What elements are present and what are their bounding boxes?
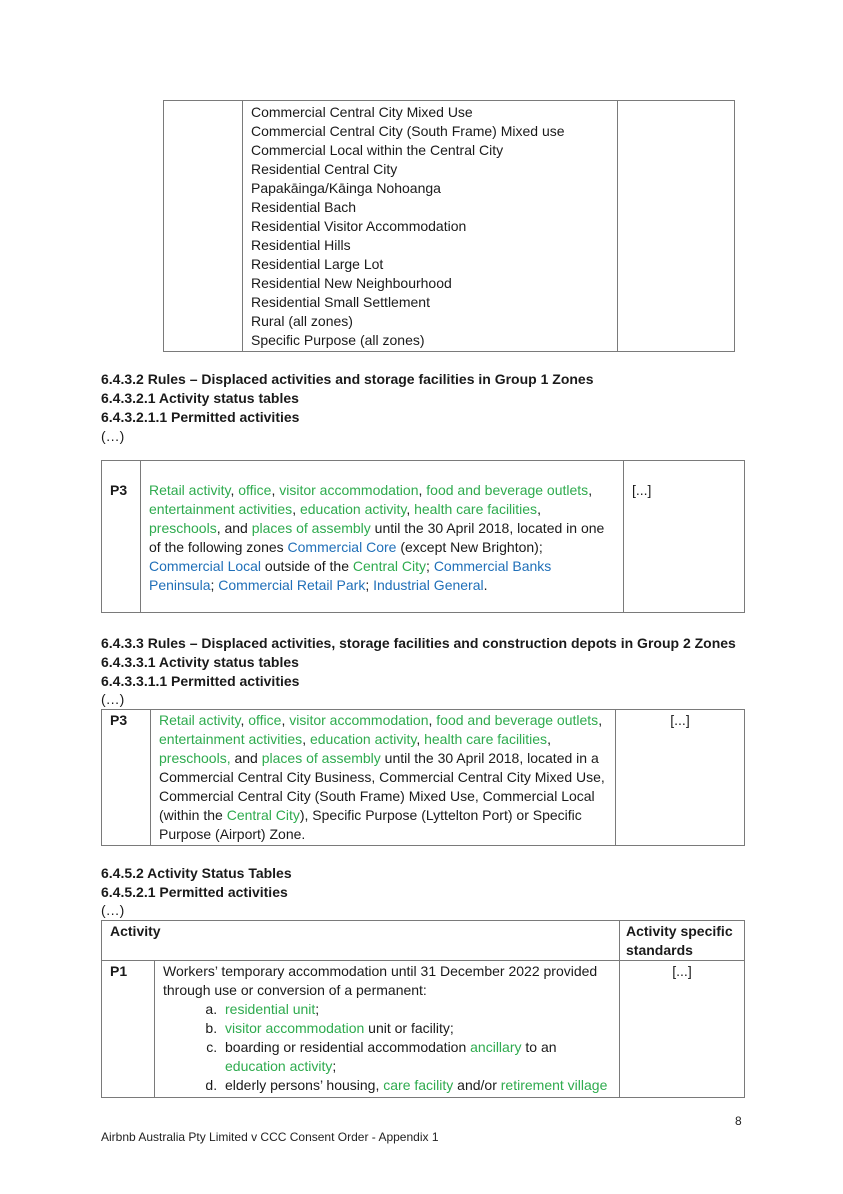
- text-run: ,: [406, 501, 415, 517]
- defined-term: Central City: [226, 807, 300, 823]
- section1-heading-3: 6.4.3.2.1.1 Permitted activities: [101, 409, 300, 425]
- defined-term: office: [238, 482, 272, 498]
- text-run: boarding or residential accommodation: [225, 1039, 471, 1055]
- table-header-row: [102, 921, 745, 961]
- text-run: unit or facility;: [364, 1020, 454, 1036]
- text-run: outside of the: [261, 558, 353, 574]
- text-run: to an: [521, 1039, 557, 1055]
- header-activity: Activity: [102, 921, 620, 961]
- section3-table: [101, 920, 745, 1098]
- defined-term: Commercial Retail Park: [218, 577, 366, 593]
- section1-rule-code: P3: [102, 461, 141, 613]
- defined-term: residential unit: [225, 1001, 316, 1017]
- list-item: [221, 1076, 611, 1095]
- list-item: Residential Small Settlement: [251, 294, 430, 310]
- footer-text: Airbnb Australia Pty Limited v CCC Consent Order - Appendix 1: [101, 1130, 439, 1144]
- defined-term: food and beverage outlets: [436, 712, 599, 728]
- text-run: ;: [332, 1058, 337, 1074]
- section1-ellipsis: (…): [101, 428, 125, 444]
- header-activity-standards: Activity specific standards: [620, 921, 745, 961]
- list-item: Specific Purpose (all zones): [251, 332, 425, 348]
- list-item: Commercial Central City Mixed Use: [251, 104, 473, 120]
- zone-table-empty-left: [164, 101, 243, 352]
- list-item: Papakāinga/Kāinga Nohoanga: [251, 180, 441, 196]
- section1-rule-text: [141, 461, 624, 613]
- section1-table: [101, 460, 745, 613]
- list-item: Residential Bach: [251, 199, 357, 215]
- section3-rule-intro: Workers’ temporary accommodation until 31 December 2022 provided through use or conversion of a permanent:: [163, 963, 598, 998]
- section2-heading-1: 6.4.3.3 Rules – Displaced activities, storage facilities and construction depots in Group 2 Zones: [101, 635, 736, 651]
- defined-term: care facility: [383, 1077, 454, 1093]
- list-item: [221, 1019, 611, 1038]
- section3-ellipsis: (…): [101, 902, 125, 918]
- defined-term: visitor accommodation: [279, 482, 419, 498]
- text-run: ,: [240, 712, 249, 728]
- defined-term: preschools: [149, 520, 217, 536]
- list-item: Residential Central City: [251, 161, 398, 177]
- section3-heading-2: 6.4.5.2.1 Permitted activities: [101, 884, 288, 900]
- section2-ellipsis: (…): [101, 691, 125, 707]
- defined-term: retirement village: [500, 1077, 608, 1093]
- list-item: Residential Visitor Accommodation: [251, 218, 467, 234]
- defined-term: places of assembly: [261, 750, 381, 766]
- section3-rule-text: [155, 961, 620, 1098]
- text-run: ;: [426, 558, 434, 574]
- list-item: [221, 1000, 611, 1019]
- text-run: ,: [598, 712, 603, 728]
- defined-term: education activity: [299, 501, 407, 517]
- text-run: ;: [365, 577, 374, 593]
- section2-heading-2: 6.4.3.3.1 Activity status tables: [101, 654, 299, 670]
- defined-term: Commercial Local: [149, 558, 262, 574]
- list-item: Residential New Neighbourhood: [251, 275, 452, 291]
- text-run: ), Specific Purpose (Lyttelton Port) or Specific Purpose (Airport) Zone.: [159, 807, 582, 842]
- defined-term: health care facilities: [424, 731, 548, 747]
- text-run: ,: [230, 482, 239, 498]
- text-run: until the 30 April 2018, located in one of the following zones: [149, 520, 605, 555]
- text-run: ;: [210, 577, 219, 593]
- list-item: Commercial Central City (South Frame) Mixed use: [251, 123, 565, 139]
- text-run: ,: [292, 501, 300, 517]
- section1-heading-2: 6.4.3.2.1 Activity status tables: [101, 390, 299, 406]
- section3-heading-1: 6.4.5.2 Activity Status Tables: [101, 865, 292, 881]
- defined-term: visitor accommodation: [225, 1020, 365, 1036]
- section3-rule-code: P1: [102, 961, 155, 1098]
- text-run: ,: [418, 482, 427, 498]
- list-item: Rural (all zones): [251, 313, 353, 329]
- list-item: [221, 1038, 611, 1076]
- text-run: ,: [302, 731, 310, 747]
- zone-list-cell: [243, 101, 618, 352]
- page-number: 8: [735, 1114, 742, 1128]
- text-run: .: [483, 577, 488, 593]
- text-run: ;: [315, 1001, 320, 1017]
- text-run: , and: [216, 520, 252, 536]
- section1-heading-1: 6.4.3.2 Rules – Displaced activities and storage facilities in Group 1 Zones: [101, 371, 594, 387]
- defined-term: health care facilities: [414, 501, 538, 517]
- defined-term: ancillary: [470, 1039, 522, 1055]
- zone-table-empty-right: [618, 101, 735, 352]
- list-item: Commercial Local within the Central City: [251, 142, 504, 158]
- text-run: ,: [281, 712, 290, 728]
- defined-term: education activity: [309, 731, 417, 747]
- defined-term: preschools,: [159, 750, 231, 766]
- table-row: [102, 710, 745, 846]
- section2-rule-text: [151, 710, 616, 846]
- section1-rule-standards: [...]: [624, 461, 745, 613]
- section2-table: [101, 709, 745, 846]
- section3-rule-standards: [...]: [620, 961, 745, 1098]
- text-run: ,: [416, 731, 425, 747]
- table-row: [164, 101, 735, 352]
- text-run: ,: [428, 712, 437, 728]
- defined-term: Retail activity: [159, 712, 241, 728]
- table-row: [102, 961, 745, 1098]
- zone-table: [163, 100, 735, 352]
- section3-rule-list: [163, 1000, 611, 1095]
- text-run: until the 30 April 2018, located in a Commercial Central City Business, Commercial Central City Mixed Use, Commercial Central City (South Frame) Mixed Use, Commercial Local (within the: [159, 750, 605, 823]
- section2-rule-code: P3: [102, 710, 151, 846]
- text-run: ,: [588, 482, 593, 498]
- text-run: (except New Brighton);: [396, 539, 543, 555]
- defined-term: places of assembly: [251, 520, 371, 536]
- defined-term: entertainment activities: [149, 501, 293, 517]
- defined-term: Commercial Banks Peninsula: [149, 558, 552, 593]
- defined-term: Commercial Core: [287, 539, 397, 555]
- defined-term: education activity: [225, 1058, 333, 1074]
- defined-term: office: [248, 712, 282, 728]
- list-item: Residential Large Lot: [251, 256, 384, 272]
- text-run: and: [230, 750, 262, 766]
- text-run: ,: [537, 501, 541, 517]
- text-run: elderly persons’ housing,: [225, 1077, 384, 1093]
- zone-list: [251, 103, 609, 350]
- defined-term: Retail activity: [149, 482, 231, 498]
- section2-heading-3: 6.4.3.3.1.1 Permitted activities: [101, 673, 300, 689]
- text-run: and/or: [453, 1077, 501, 1093]
- defined-term: food and beverage outlets: [426, 482, 589, 498]
- list-item: Residential Hills: [251, 237, 351, 253]
- text-run: ,: [271, 482, 280, 498]
- defined-term: Central City: [352, 558, 427, 574]
- defined-term: entertainment activities: [159, 731, 303, 747]
- text-run: ,: [547, 731, 551, 747]
- table-row: [102, 461, 745, 613]
- defined-term: visitor accommodation: [289, 712, 429, 728]
- defined-term: Industrial General: [373, 577, 484, 593]
- section2-rule-standards: [...]: [616, 710, 745, 846]
